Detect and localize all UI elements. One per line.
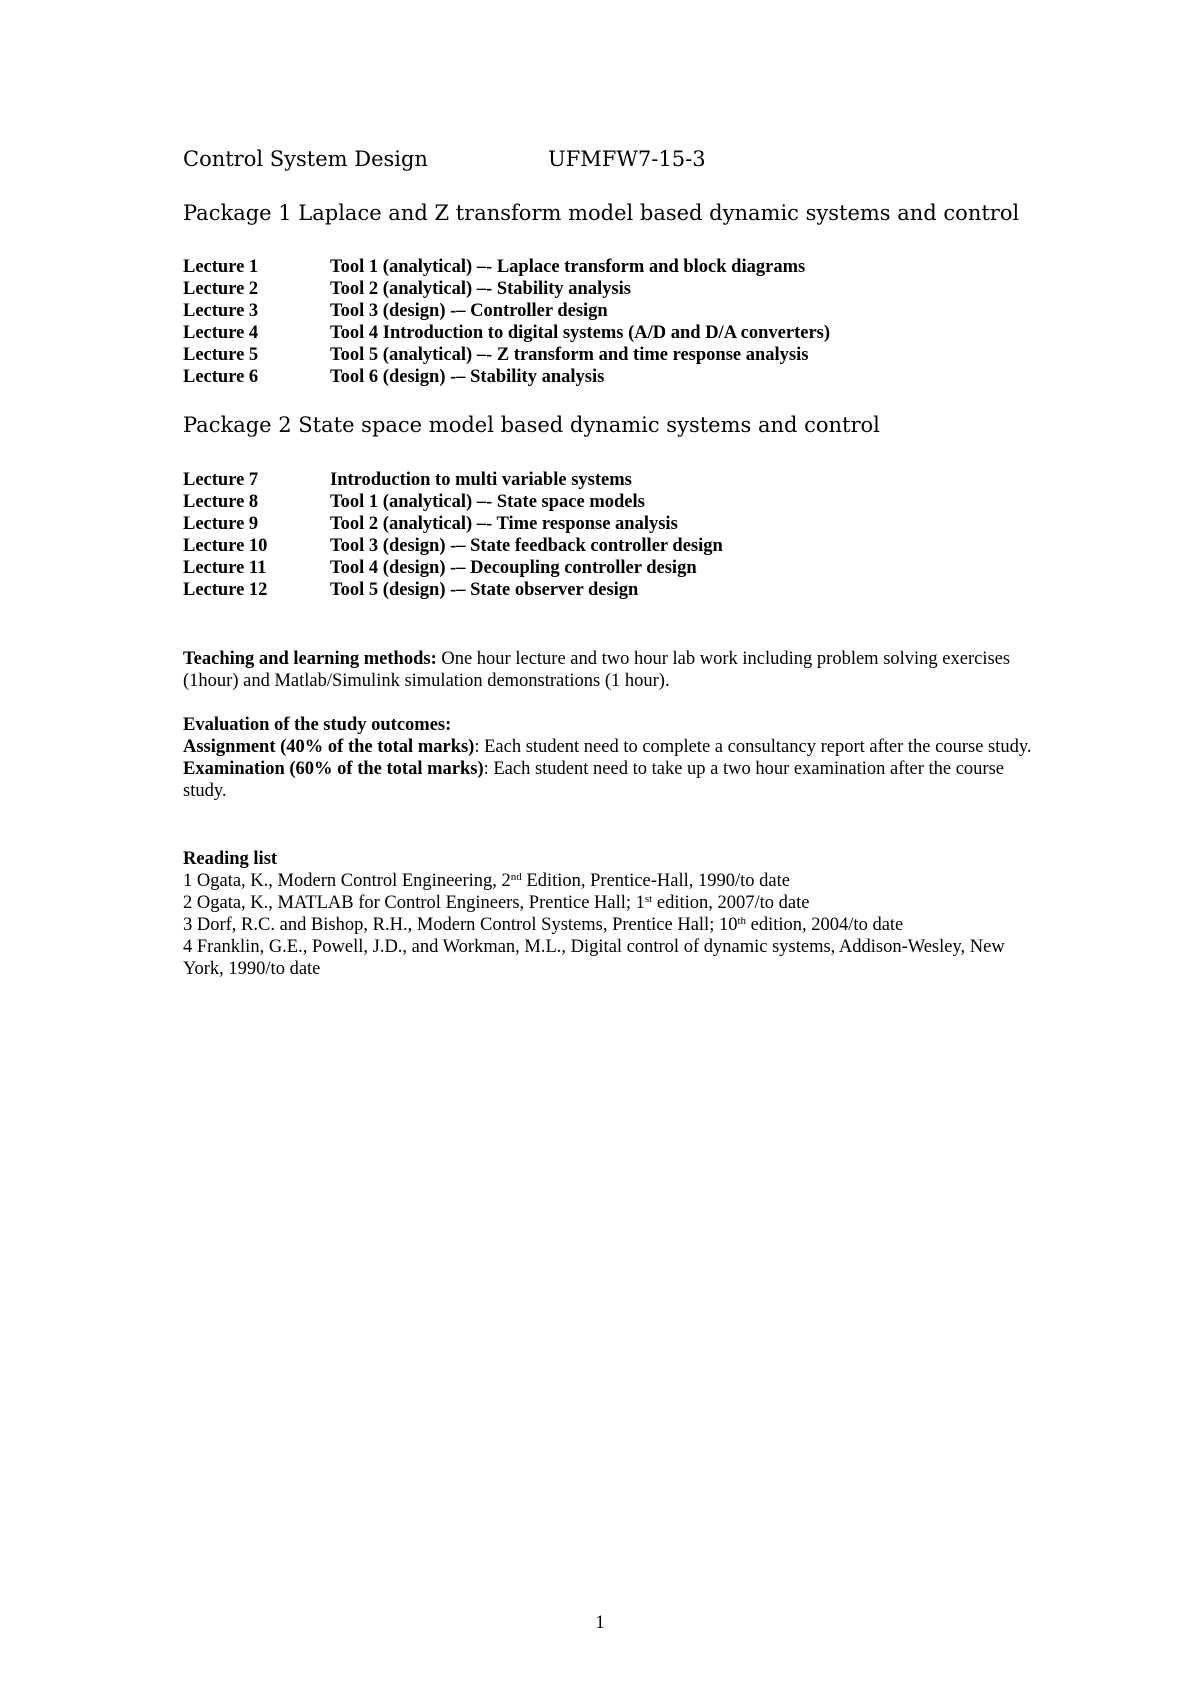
reading-item-text: 1 Ogata, K., Modern Control Engineering, 2 [183,871,511,891]
assignment-text: : Each student need to complete a consultancy report after the course study. [474,737,1032,757]
reading-heading: Reading list [183,849,278,869]
lecture-name: Lecture 12 [183,580,268,600]
lecture-name: Lecture 11 [183,558,267,578]
lecture-topic: Tool 2 (analytical) –- Time response analysis [330,514,678,534]
lecture-name: Lecture 9 [183,514,259,534]
reading-item-text-after: edition, 2004/to date [746,915,904,935]
assignment-label: Assignment (40% of the total marks) [183,737,475,757]
lecture-name: Lecture 2 [183,279,259,299]
lecture-topic: Tool 1 (analytical) –- Laplace transform and block diagrams [330,257,806,277]
reading-item-sup: th [737,915,747,927]
exam-label: Examination (60% of the total marks) [183,759,484,779]
lecture-topic: Tool 4 (design) -– Decoupling controller design [330,558,697,578]
package2-heading: Package 2 State space model based dynamic systems and control [183,413,880,437]
reading-item-sup: nd [510,871,522,883]
course-code: UFMFW7-15-3 [548,147,706,171]
page-number: 1 [595,1613,605,1633]
lecture-topic: Tool 5 (analytical) –- Z transform and time response analysis [330,345,809,365]
reading-item [183,870,1038,892]
package1-heading: Package 1 Laplace and Z transform model based dynamic systems and control [183,201,1020,225]
reading-item-text: 4 Franklin, G.E., Powell, J.D., and Workman, M.L., Digital control of dynamic systems, Addison-Wesley, New York, 1990/to date [183,937,1005,979]
reading-item-text: 2 Ogata, K., MATLAB for Control Engineers, Prentice Hall; 1 [183,893,645,913]
lecture-topic: Tool 3 (design) -– Controller design [330,301,608,321]
lecture-topic: Tool 4 Introduction to digital systems (A/D and D/A converters) [330,323,831,343]
reading-list [183,848,1038,980]
lecture-topic: Tool 3 (design) -– State feedback controller design [330,536,723,556]
lecture-name: Lecture 5 [183,345,259,365]
lecture-name: Lecture 8 [183,492,259,512]
lecture-topic: Tool 1 (analytical) –- State space models [330,492,645,512]
lecture-name: Lecture 4 [183,323,259,343]
evaluation-heading: Evaluation of the study outcomes: [183,715,452,735]
course-title: Control System Design [183,147,428,171]
lecture-name: Lecture 6 [183,367,259,387]
reading-item [183,892,1038,914]
lecture-topic: Tool 6 (design) -– Stability analysis [330,367,605,387]
lecture-name: Lecture 10 [183,536,268,556]
evaluation-section [183,714,1038,802]
lecture-name: Lecture 7 [183,470,259,490]
reading-item-text: 3 Dorf, R.C. and Bishop, R.H., Modern Control Systems, Prentice Hall; 10 [183,915,738,935]
reading-item [183,936,1038,980]
lecture-name: Lecture 3 [183,301,259,321]
teaching-label: Teaching and learning methods: [183,649,437,669]
exam-text: : Each student need to take up a two hour examination after the course study. [183,759,1004,801]
reading-item-sup: st [644,893,653,905]
reading-item-text-after: Edition, Prentice-Hall, 1990/to date [521,871,790,891]
lecture-topic: Tool 5 (design) -– State observer design [330,580,639,600]
teaching-text: One hour lecture and two hour lab work including problem solving exercises (1hour) and Matlab/Simulink simulation demonstrations (1 hour). [183,649,1011,691]
teaching-methods [183,648,1038,692]
reading-item-text-after: edition, 2007/to date [652,893,810,913]
reading-item [183,914,1038,936]
lecture-name: Lecture 1 [183,257,259,277]
lecture-topic: Tool 2 (analytical) –- Stability analysis [330,279,632,299]
lecture-topic: Introduction to multi variable systems [330,470,632,490]
